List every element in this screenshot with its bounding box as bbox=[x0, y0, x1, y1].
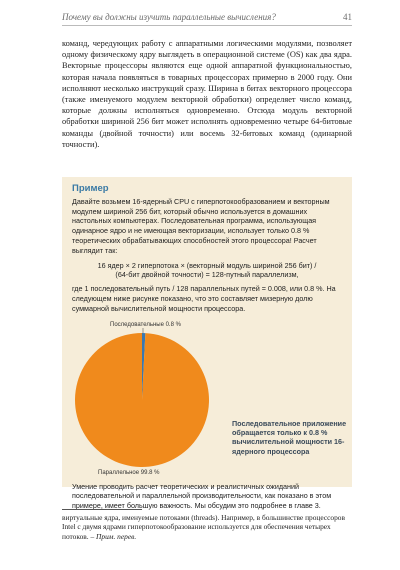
example-conclusion: Умение проводить расчет теоретических и реалистичных ожиданий последовательной и параллельной производительности, как показано в этом примере, имеет большую важность. Мы обсудим это подробнее в главе 3. bbox=[72, 481, 332, 511]
slice-label-sequential: Последовательные 0.8 % bbox=[110, 321, 181, 328]
formula-line-1: 16 ядер × 2 гиперпотока × (векторный модуль шириной 256 бит) / bbox=[97, 260, 317, 270]
footnote-text: виртуальные ядра, именуемые потоками (threads). Например, в большинстве процессоров Intel с двумя ядрами гиперпотокообразование используется для обеспечения четырех потоков. – bbox=[62, 513, 345, 541]
formula-line-2: (64-бит двойной точности) = 128-путный параллелизм, bbox=[115, 270, 299, 280]
example-box bbox=[62, 177, 352, 511]
body-text bbox=[62, 38, 352, 150]
running-title: Почему вы должны изучить параллельные вычисления? bbox=[62, 12, 276, 22]
chart-callout: Последовательное приложение обращается только к 0.8 % вычислительной мощности 16-ядерного процессора bbox=[232, 418, 347, 456]
body-paragraph: команд, чередующих работу с аппаратными логическими модулями, позволяет одному физическому ядру выглядеть в операционной системе (OS) как два ядра. Векторные процессоры являются еще одной аппаратной функциональностью, которая начала появляться в товарных процессорах примерно в 2000 году. Они исполняют несколько инструкций сразу. Ширина в битах векторного процессора (также именуемого модулем векторной обработки) определяет число команд, которые должны исполняться одновременно. Отсюда модуль векторной обработки шириной 256 бит может исполнять одновременно четыре 64-битовые команды (двойной точности) или восемь 32-битовых команд (одинарной точности). bbox=[62, 39, 352, 149]
footnote bbox=[62, 513, 352, 541]
formula bbox=[72, 261, 342, 281]
page-header bbox=[62, 12, 352, 26]
footnote-note: Прим. перев. bbox=[96, 531, 137, 541]
slice-label-parallel: Параллельное 99.8 % bbox=[98, 469, 160, 476]
footnote-divider bbox=[62, 509, 142, 510]
pie-slice-1 bbox=[75, 333, 209, 467]
page-number: 41 bbox=[343, 12, 352, 22]
example-title: Пример bbox=[72, 183, 109, 194]
pie-chart-area bbox=[72, 317, 347, 482]
pie-chart bbox=[72, 317, 342, 482]
example-result: где 1 последовательный путь / 128 параллельных путей = 0.008, или 0.8 %. На следующем ниже рисунке показано, что это составляет мизерную долю суммарной вычислительной мощности процессора. bbox=[72, 284, 336, 313]
example-intro: Давайте возьмем 16-ядерный CPU с гиперпотокообразованием и векторным модулем шириной 256 бит, который обычно используется в домашних настольных компьютерах. Последовательная программа, использующая одинарное ядро и не имеющая векторизации, использует только 0.8 % теоретических обрабатывающих способностей этого процессора! Расчет выглядит так: bbox=[72, 196, 330, 255]
